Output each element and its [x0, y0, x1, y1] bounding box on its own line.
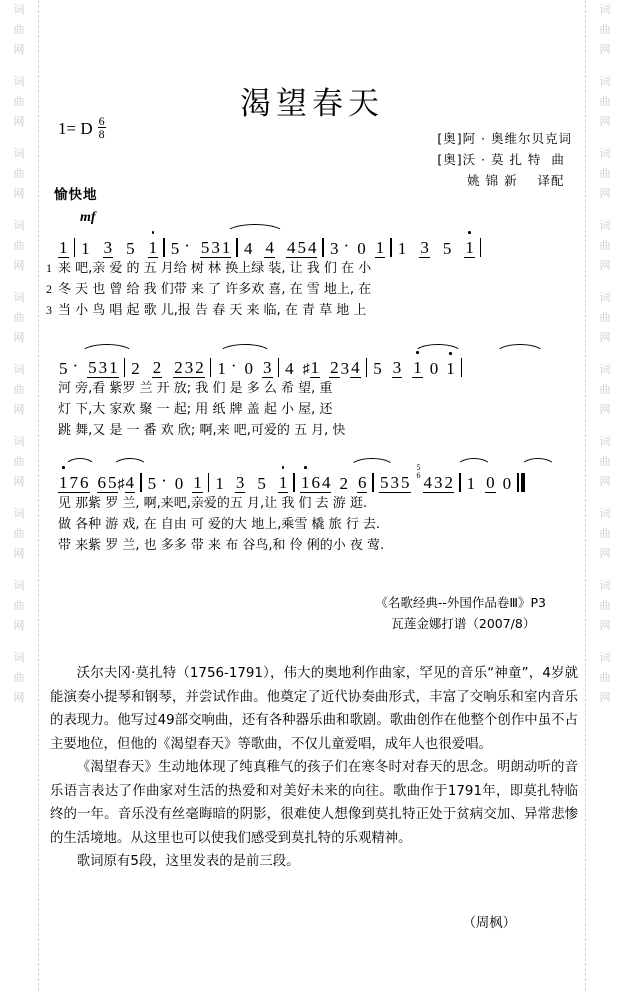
- note: 1: [397, 239, 407, 258]
- lyric-line: [58, 399, 580, 420]
- note: 1: [217, 359, 226, 378]
- note: 3: [330, 239, 339, 258]
- watermark-char: 曲: [13, 671, 25, 684]
- rest: 0: [429, 359, 439, 378]
- watermark-char: 曲: [599, 455, 611, 468]
- lyric-line: [58, 535, 580, 556]
- barline: [390, 238, 392, 257]
- lyric-text: 灯 下,大 家欢 聚 一 起; 用 纸 牌 盖 起 小 屋, 还: [58, 402, 333, 417]
- rest: 0: [357, 239, 366, 258]
- note: 3: [184, 358, 194, 377]
- dotted-duration: ·: [72, 356, 79, 375]
- author-signature: （周枫）: [462, 916, 516, 931]
- slur: [225, 224, 285, 234]
- lyrics-block-2: [58, 378, 580, 441]
- lyric-text: 见 那紫 罗 兰, 啊,来吧,亲爱的五 月,让 我 们 去 游 逛.: [58, 496, 367, 511]
- note: 1: [193, 473, 202, 492]
- note: 2: [152, 358, 162, 377]
- rest: 0: [486, 473, 495, 492]
- watermark-char: 网: [13, 43, 25, 56]
- watermark-char: 词: [599, 75, 611, 88]
- watermark-char: 网: [13, 547, 25, 560]
- watermark-char: 曲: [599, 167, 611, 180]
- watermark-char: 词: [13, 3, 25, 16]
- note: 2: [131, 359, 140, 378]
- note: 5: [170, 239, 180, 258]
- watermark-char: 曲: [13, 167, 25, 180]
- dotted-duration: ·: [343, 236, 350, 255]
- note: 5: [88, 358, 97, 377]
- watermark-char: 词: [599, 219, 611, 232]
- source-note: [375, 592, 546, 634]
- tempo-marking: 愉快地: [54, 187, 98, 203]
- barline: [372, 473, 374, 492]
- note: 5: [257, 474, 266, 493]
- slur: [495, 344, 545, 354]
- barline: [163, 238, 165, 257]
- note: 2: [330, 358, 339, 377]
- credit-composer: [奥]沃 · 莫 扎 特 曲: [437, 152, 565, 167]
- rest: 0: [244, 359, 254, 378]
- watermark-char: 词: [599, 363, 611, 376]
- note: 6: [80, 473, 89, 492]
- watermark-char: 词: [13, 291, 25, 304]
- watermark-char: 词: [13, 219, 25, 232]
- note: 5: [297, 238, 306, 257]
- credits-block: [437, 128, 572, 191]
- note: 4: [285, 359, 294, 378]
- note: 5: [200, 238, 210, 257]
- watermark-char: 词: [13, 75, 25, 88]
- note: 3: [420, 238, 429, 257]
- barline: [208, 473, 210, 492]
- lyric-text: 做 各种 游 戏, 在 自由 可 爱的大 地上,乘雪 橇 旅 行 去.: [58, 517, 380, 532]
- credit-lyricist: [奥]阿 · 奥维尔贝克词: [437, 131, 572, 146]
- note: 6: [97, 473, 106, 492]
- note: 1: [466, 474, 476, 493]
- paragraph-verse-note: 歌词原有5段，这里发表的是前三段。: [76, 854, 300, 869]
- watermark-char: 曲: [599, 95, 611, 108]
- verse-number: 1: [46, 261, 52, 275]
- verse-number: 3: [46, 303, 52, 317]
- note: 7: [69, 473, 78, 492]
- note: 3: [392, 358, 402, 377]
- note: 4: [307, 238, 317, 257]
- paragraph-composer-bio: 沃尔夫冈·莫扎特（1756-1791），伟大的奥地利作曲家，罕见的音乐“神童”，4岁就能演奏小提琴和钢琴，并尝试作曲。他奠定了近代协奏曲形式，丰富了交响乐和室内音乐的表现力。他写过49部交响曲，还有各种器乐曲和歌剧。歌曲创作在他整个创作中虽不占主要地位，但他的《渴望春天》等歌曲，不仅儿童爱唱，成年人也很爱唱。: [50, 666, 578, 752]
- note: 1: [412, 358, 423, 378]
- watermark-char: 网: [599, 331, 611, 344]
- watermark-char: 曲: [13, 311, 25, 324]
- lyric-text: 当 小 鸟 唱 起 歌 儿,报 告 春 天 来 临, 在 青 草 地 上: [58, 303, 367, 318]
- watermark-char: 曲: [13, 23, 25, 36]
- dotted-duration: ·: [230, 356, 237, 375]
- watermark-char: 词: [13, 507, 25, 520]
- note-with-grace: 5 6 4: [416, 463, 433, 492]
- watermark-char: 词: [599, 291, 611, 304]
- note: 3: [103, 238, 113, 257]
- note: 4: [351, 358, 360, 377]
- lyric-text: 来 吧,亲 爱 的 五 月给 树 林 换上绿 装, 让 我 们 在 小: [58, 261, 372, 276]
- note: 1: [81, 239, 90, 258]
- watermark-char: 网: [599, 43, 611, 56]
- note: 5: [147, 474, 157, 493]
- notation-row-2: [58, 348, 580, 378]
- slur: [456, 458, 492, 468]
- time-signature: [98, 115, 106, 140]
- watermark-char: 曲: [599, 239, 611, 252]
- note: 1: [221, 238, 231, 257]
- watermark-char: 词: [599, 507, 611, 520]
- source-book: 《名歌经典--外国作品卷Ⅲ》P3: [375, 595, 546, 610]
- note: 1: [375, 238, 385, 257]
- slur: [349, 458, 395, 468]
- note: 4: [125, 473, 134, 492]
- slur: [218, 344, 272, 354]
- note: 5: [442, 239, 452, 258]
- note: 3: [434, 473, 443, 492]
- watermark-char: 网: [13, 187, 25, 200]
- note: 3: [235, 473, 245, 492]
- watermark-char: 网: [599, 691, 611, 704]
- music-system-1: [0, 228, 624, 321]
- lyrics-block-1: [46, 258, 580, 321]
- sharp-accidental: ♯: [117, 477, 125, 492]
- barline: [140, 473, 142, 492]
- barline: [293, 473, 295, 492]
- lyric-text: 带 来紫 罗 兰, 也 多多 带 来 布 谷鸟,和 伶 俐的小 夜 莺.: [58, 538, 385, 553]
- watermark-char: 网: [13, 403, 25, 416]
- watermark-char: 网: [13, 115, 25, 128]
- dotted-duration: ·: [184, 236, 190, 255]
- note: 5: [59, 359, 68, 378]
- slur: [112, 458, 148, 468]
- barline: [461, 358, 463, 377]
- watermark-char: 网: [599, 259, 611, 272]
- watermark-char: 词: [599, 3, 611, 16]
- watermark-char: 曲: [599, 527, 611, 540]
- watermark-char: 曲: [599, 311, 611, 324]
- watermark-char: 词: [599, 651, 611, 664]
- note: 5: [108, 473, 117, 492]
- note: 1: [58, 473, 69, 493]
- note: 5: [373, 359, 382, 378]
- watermark-char: 曲: [13, 599, 25, 612]
- watermark-char: 网: [13, 331, 25, 344]
- watermark-char: 曲: [599, 671, 611, 684]
- note: 2: [339, 474, 348, 493]
- note: 3: [390, 473, 400, 492]
- slur: [64, 458, 96, 468]
- dotted-duration: ·: [161, 471, 167, 490]
- barline: [322, 238, 324, 257]
- barline: [366, 358, 368, 377]
- barline: [236, 238, 238, 257]
- slur: [413, 344, 463, 354]
- note: 1: [109, 358, 118, 377]
- note: 2: [444, 473, 454, 492]
- note: 6: [311, 473, 320, 492]
- lyric-text: 跳 舞,又 是 一 番 欢 欣; 啊,来 吧,可爱的 五 月, 快: [58, 423, 346, 438]
- barline: [124, 358, 126, 377]
- barline: [459, 473, 461, 492]
- lyric-line: [46, 279, 580, 300]
- watermark-char: 曲: [599, 599, 611, 612]
- grace-note: 5 6: [416, 463, 421, 480]
- watermark-char: 网: [13, 475, 25, 488]
- watermark-char: 曲: [13, 527, 25, 540]
- watermark-char: 网: [13, 259, 25, 272]
- lyric-text: 冬 天 也 曾 给 我 们带 来 了 许多欢 喜, 在 雪 地上, 在: [58, 282, 372, 297]
- watermark-char: 曲: [599, 23, 611, 36]
- source-transcriber: 瓦莲金娜打谱（2007/8）: [391, 616, 536, 631]
- note: 1: [464, 238, 475, 258]
- note: 1: [300, 473, 311, 493]
- note: 5: [401, 473, 410, 492]
- watermark-char: 网: [13, 691, 25, 704]
- note: 4: [265, 238, 274, 257]
- music-system-2: [0, 348, 624, 441]
- note: 3: [98, 358, 108, 377]
- watermark-char: 词: [13, 435, 25, 448]
- dynamic-marking: mf: [80, 210, 96, 225]
- lyric-line: [58, 420, 580, 441]
- lyric-line: [58, 514, 580, 535]
- lyric-line: [58, 378, 580, 399]
- watermark-char: 词: [599, 579, 611, 592]
- watermark-char: 曲: [599, 383, 611, 396]
- watermark-char: 网: [599, 115, 611, 128]
- notation-row-1: [58, 228, 580, 258]
- time-signature-denominator: 8: [98, 127, 105, 141]
- rest: 0: [502, 474, 512, 493]
- watermark-char: 词: [13, 147, 25, 160]
- note: 1: [278, 473, 289, 493]
- barline: [74, 238, 76, 257]
- verse-number: 2: [46, 282, 52, 296]
- watermark-char: 网: [599, 403, 611, 416]
- page-title: 渴望春天: [240, 86, 384, 122]
- note: 4: [321, 473, 331, 492]
- watermark-char: 词: [13, 363, 25, 376]
- paragraph-song-notes: 《渴望春天》生动地体现了纯真稚气的孩子们在寒冬时对春天的思念。明朗动听的音乐语言表达了作曲家对生活的热爱和对美好未来的向往。歌曲作于1791年，即莫扎特临终的一年。音乐没有丝毫晦暗的阴影，很难使人想像到莫扎特正处于贫病交加、异常悲惨的生活境地。从这里也可以使我们感受到莫扎特的乐观精神。: [50, 760, 578, 846]
- commentary-text: [50, 662, 578, 874]
- watermark-char: 曲: [13, 239, 25, 252]
- watermark-char: 网: [599, 475, 611, 488]
- note: 3: [263, 358, 272, 377]
- note: 6: [357, 473, 367, 492]
- note: 1: [310, 358, 320, 377]
- watermark-char: 曲: [13, 455, 25, 468]
- watermark-char: 网: [13, 619, 25, 632]
- slur: [80, 344, 134, 354]
- time-signature-numerator: 6: [98, 114, 105, 128]
- watermark-char: 网: [599, 619, 611, 632]
- lyric-line: [58, 493, 580, 514]
- slur: [520, 458, 556, 468]
- note: 1: [59, 238, 68, 257]
- final-barline: [517, 473, 525, 492]
- watermark-char: 词: [599, 147, 611, 160]
- note: 5: [126, 239, 135, 258]
- note: 2: [174, 358, 183, 377]
- key-signature: [58, 114, 106, 141]
- rest: 0: [174, 474, 184, 493]
- note: 5: [380, 473, 389, 492]
- watermark-char: 曲: [13, 95, 25, 108]
- note: 1: [148, 238, 159, 258]
- watermark-char: 词: [13, 579, 25, 592]
- lyrics-block-3: [58, 493, 580, 556]
- watermark-char: 词: [13, 651, 25, 664]
- credit-translator: 姚 锦 新 译配: [437, 173, 565, 188]
- note: 1: [445, 359, 456, 378]
- watermark-char: 网: [599, 187, 611, 200]
- note: 3: [211, 238, 220, 257]
- note: 4: [243, 239, 253, 258]
- barline: [210, 358, 212, 377]
- barline: [480, 238, 482, 257]
- note: 4: [286, 238, 296, 257]
- key-signature-text: 1= D: [58, 118, 93, 138]
- lyric-line: [46, 258, 580, 279]
- notation-row-3: [58, 463, 580, 493]
- lyric-text: 河 旁,看 紫罗 兰 开 放; 我 们 是 多 么 希 望, 重: [58, 381, 333, 396]
- sharp-accidental: ♯: [302, 362, 310, 377]
- lyric-line: [46, 300, 580, 321]
- watermark-char: 曲: [13, 383, 25, 396]
- note: 3: [340, 359, 350, 378]
- watermark-char: 网: [599, 547, 611, 560]
- note: 2: [195, 358, 204, 377]
- watermark-char: 词: [599, 435, 611, 448]
- barline: [278, 358, 280, 377]
- music-system-3: [0, 463, 624, 556]
- note: 1: [215, 474, 224, 493]
